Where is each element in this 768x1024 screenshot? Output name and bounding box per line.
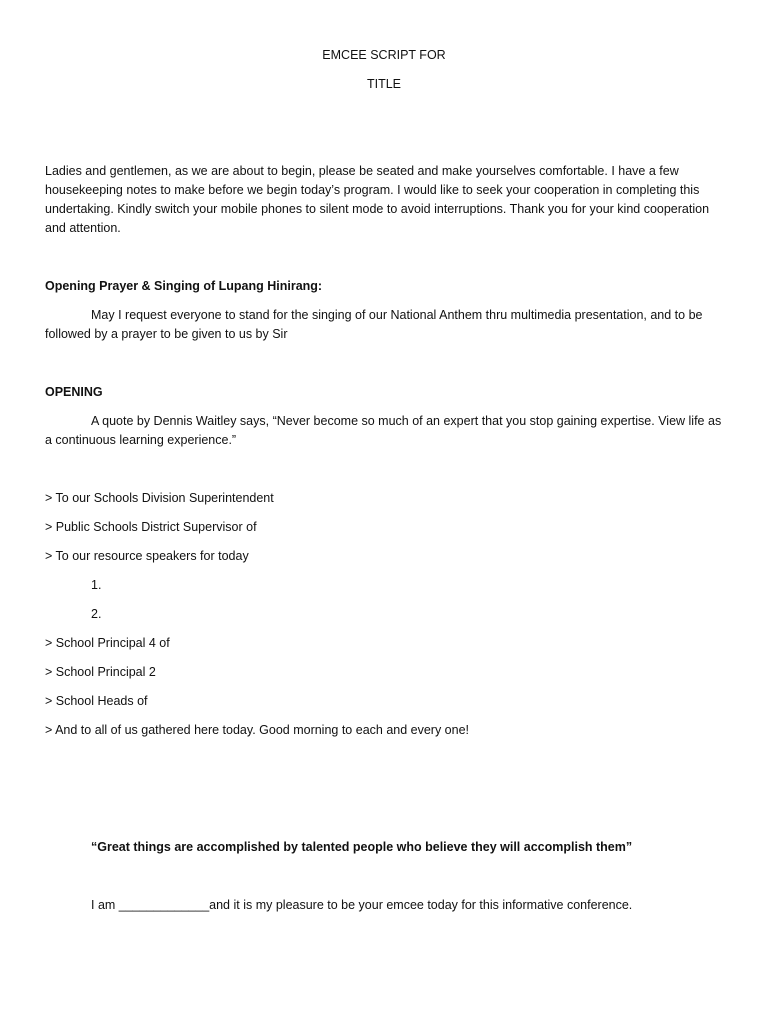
greeting-item: > School Principal 2 xyxy=(45,665,156,679)
prayer-heading: Opening Prayer & Singing of Lupang Hinirang: xyxy=(45,279,323,293)
document-title: EMCEE SCRIPT FOR xyxy=(322,48,446,62)
prayer-paragraph: May I request everyone to stand for the singing of our National Anthem thru multimedia presentation, and to be followed by a prayer to be given to us by Sir xyxy=(45,308,703,341)
featured-quote: “Great things are accomplished by talented people who believe they will accomplish them” xyxy=(91,840,633,854)
greeting-item: > And to all of us gathered here today. Good morning to each and every one! xyxy=(45,723,470,737)
greeting-item: > Public Schools District Supervisor of xyxy=(45,520,257,534)
document-subtitle: TITLE xyxy=(366,77,402,91)
opening-heading: OPENING xyxy=(45,385,103,399)
intro-paragraph: Ladies and gentlemen, as we are about to begin, please be seated and make yourselves comfortable. I have a few housekeeping notes to make before we begin today’s program. I would like to seek your cooperation in completing this undertaking. Kindly switch your mobile phones to silent mode to avoid interruptions. Thank you for your kind cooperation and attention. xyxy=(45,164,710,235)
greeting-item: > School Principal 4 of xyxy=(45,636,170,650)
greeting-item: > School Heads of xyxy=(45,694,148,708)
speaker-number: 2. xyxy=(91,607,102,621)
opening-quote-paragraph: A quote by Dennis Waitley says, “Never become so much of an expert that you stop gaining expertise. View life as a continuous learning experience.” xyxy=(45,414,722,447)
emcee-introduction: I am _____________and it is my pleasure to be your emcee today for this informative conference. xyxy=(91,898,633,912)
greeting-item: > To our resource speakers for today xyxy=(45,549,249,563)
speaker-number: 1. xyxy=(91,578,102,592)
greeting-item: > To our Schools Division Superintendent xyxy=(45,491,274,505)
